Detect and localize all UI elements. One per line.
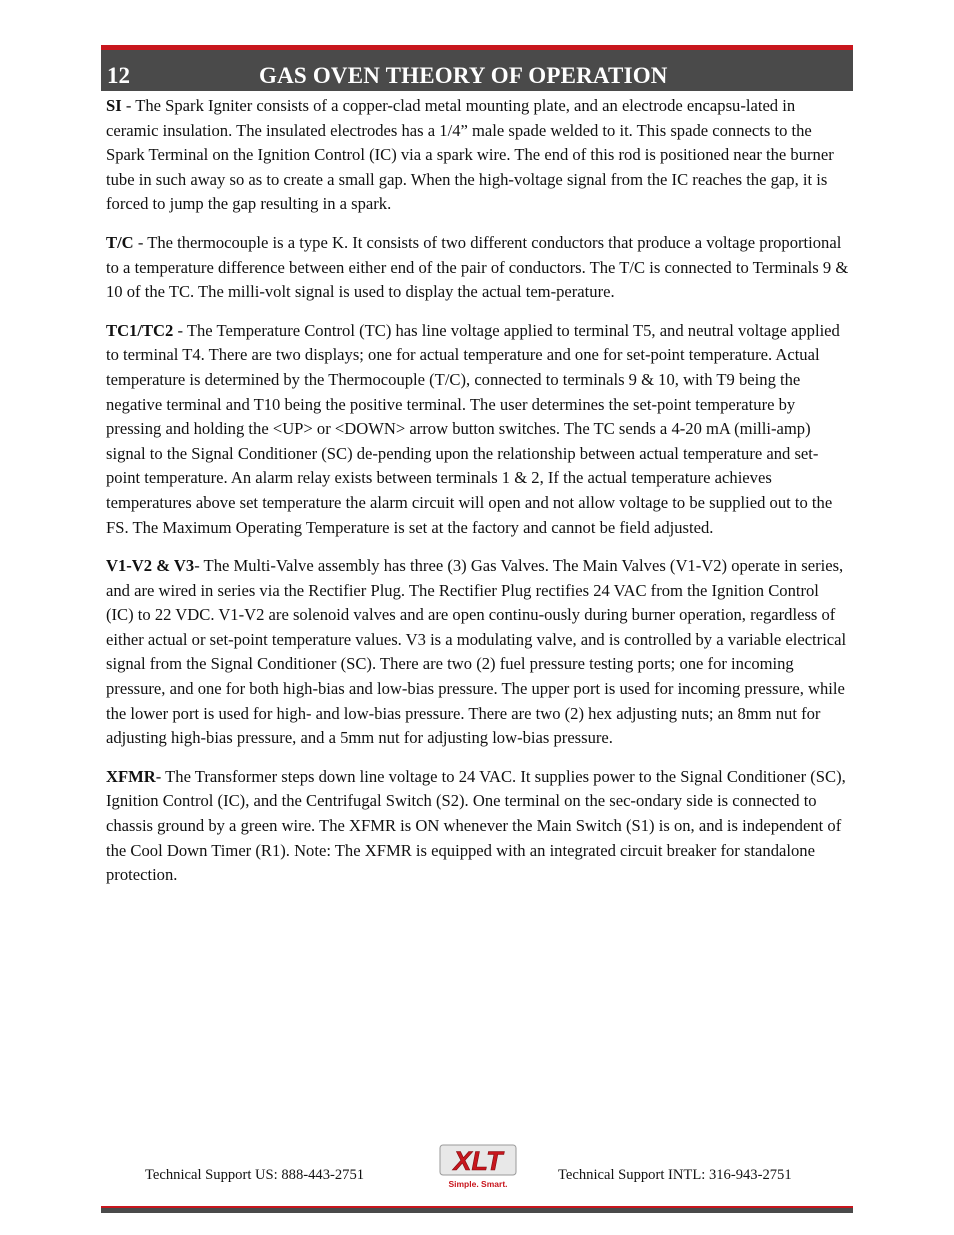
- paragraph-tc1-tc2: [106, 319, 850, 540]
- xlt-logo: [428, 1141, 528, 1193]
- paragraph-si: [106, 94, 850, 217]
- page-title: GAS OVEN THEORY OF OPERATION: [259, 63, 668, 88]
- logo-text: XLT: [453, 1146, 503, 1176]
- paragraph-text: - The Transformer steps down line voltage to 24 VAC. It supplies power to the Signal Conditioner (SC), Ignition Control (IC), and the Centrifugal Switch (S2). One terminal on the sec-ondary side is connected to chassis ground by a green wire. The XFMR is ON whenever the Main Switch (S1) is on, and is independent of the Cool Down Timer (R1). Note: The XFMR is equipped with an integrated circuit breaker for standalone protection.: [106, 766, 846, 885]
- footer-rule: [101, 1206, 853, 1213]
- term-label: V1-V2 & V3: [106, 556, 195, 576]
- body-text: [106, 94, 850, 902]
- paragraph-text: - The Temperature Control (TC) has line voltage applied to terminal T5, and neutral voltage applied to terminal T4. There are two displays; one for actual temperature and one for set-point temperature. Actual temperature is determined by the Thermocouple (T/C), connected to terminals 9 & 10, with T9 being the negative terminal and T10 being the positive terminal. The user determines the set-point temperature by pressing and holding the <UP> or <DOWN> arrow button switches. The TC sends a 4-20 mA (milli-amp) signal to the Signal Conditioner (SC) de-pending upon the relationship between actual temperature and set-point temperature. An alarm relay exists between terminals 1 & 2, If the actual temperature achieves temperatures above set temperature the alarm circuit will open and not allow voltage to be supplied out to the FS. The Maximum Operating Temperature is set at the factory and cannot be field adjusted.: [106, 320, 840, 537]
- paragraph-text: - The Spark Igniter consists of a copper-clad metal mounting plate, and an electrode encapsu-lated in ceramic insulation. The insulated electrodes has a 1/4” male spade welded to it. This spade connects to the Spark Terminal on the Ignition Control (IC) via a spark wire. The end of this rod is positioned near the burner tube in such away so as to create a small gap. When the high-voltage signal from the IC reaches the gap, it is forced to jump the gap resulting in a spark.: [106, 96, 834, 214]
- section-header: [101, 45, 853, 91]
- page-number: 12: [107, 63, 130, 88]
- paragraph-tc: [106, 231, 850, 305]
- support-us: Technical Support US: 888-443-2751: [145, 1167, 365, 1183]
- paragraph-valves: [106, 554, 850, 751]
- term-label: TC1/TC2: [106, 320, 174, 340]
- paragraph-text: - The thermocouple is a type K. It consists of two different conductors that produce a voltage proportional to a temperature difference between either end of the pair of conductors. The T/C is connected to Terminals 9 & 10 of the TC. The milli-volt signal is used to display the actual tem-perature.: [106, 232, 849, 302]
- paragraph-xfmr: [106, 765, 850, 888]
- paragraph-text: - The Multi-Valve assembly has three (3) Gas Valves. The Main Valves (V1-V2) operate in series, and are wired in series via the Rectifier Plug. The Rectifier Plug rectifies 24 VAC from the Ignition Control (IC) to 22 VDC. V1-V2 are solenoid valves and are open continu-ously during burner operation, regardless of either actual or set-point temperature values. V3 is a modulating valve, and is controlled by a variable electrical signal from the Signal Conditioner (SC). There are two (2) fuel pressure testing ports; one for incoming pressure, and one for both high-bias and low-bias pressure. The upper port is used for incoming pressure, while the lower port is used for high- and low-bias pressure. There are two (2) hex adjusting nuts; an 8mm nut for adjusting high-bias pressure, and a 5mm nut for adjusting low-bias pressure.: [106, 556, 847, 748]
- support-intl: Technical Support INTL: 316-943-2751: [558, 1167, 792, 1183]
- term-label: SI: [106, 96, 122, 115]
- term-label: T/C: [106, 232, 134, 252]
- logo-tagline: Simple. Smart.: [448, 1179, 508, 1189]
- term-label: XFMR: [106, 766, 156, 786]
